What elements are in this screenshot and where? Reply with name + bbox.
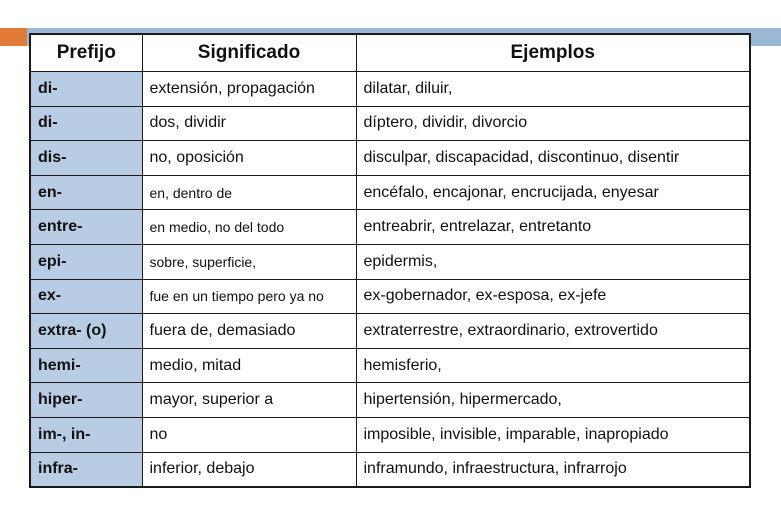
meaning-cell: no, oposición (142, 141, 356, 176)
examples-cell: imposible, invisible, imparable, inapropiado (356, 417, 750, 452)
prefix-table-container (29, 33, 749, 488)
table-row (30, 175, 750, 210)
examples-cell: díptero, dividir, divorcio (356, 106, 750, 141)
meaning-cell: en medio, no del todo (142, 210, 356, 245)
meaning-cell: extensión, propagación (142, 72, 356, 107)
examples-cell: epidermis, (356, 244, 750, 279)
prefix-cell: im-, in- (30, 417, 142, 452)
meaning-cell: no (142, 417, 356, 452)
examples-cell: hemisferio, (356, 348, 750, 383)
table-row (30, 244, 750, 279)
examples-cell: entreabrir, entrelazar, entretanto (356, 210, 750, 245)
meaning-cell: fuera de, demasiado (142, 314, 356, 349)
meaning-cell: dos, dividir (142, 106, 356, 141)
examples-cell: extraterrestre, extraordinario, extrovertido (356, 314, 750, 349)
table-row (30, 417, 750, 452)
prefix-cell: infra- (30, 452, 142, 487)
prefix-cell: di- (30, 106, 142, 141)
prefix-cell: hiper- (30, 383, 142, 418)
header-ejemplos: Ejemplos (356, 34, 750, 72)
meaning-cell: inferior, debajo (142, 452, 356, 487)
examples-cell: inframundo, infraestructura, infrarrojo (356, 452, 750, 487)
table-row (30, 383, 750, 418)
meaning-cell: mayor, superior a (142, 383, 356, 418)
examples-cell: disculpar, discapacidad, discontinuo, disentir (356, 141, 750, 176)
accent-bar-orange (0, 28, 27, 46)
table-row (30, 210, 750, 245)
prefix-cell: en- (30, 175, 142, 210)
examples-cell: ex-gobernador, ex-esposa, ex-jefe (356, 279, 750, 314)
table-row (30, 314, 750, 349)
table-row (30, 106, 750, 141)
prefix-cell: ex- (30, 279, 142, 314)
header-prefijo: Prefijo (30, 34, 142, 72)
table-body (30, 72, 750, 488)
prefix-cell: dis- (30, 141, 142, 176)
meaning-cell: sobre, superficie, (142, 244, 356, 279)
meaning-cell: fue en un tiempo pero ya no (142, 279, 356, 314)
prefix-cell: di- (30, 72, 142, 107)
meaning-cell: en, dentro de (142, 175, 356, 210)
table-row (30, 452, 750, 487)
prefix-cell: entre- (30, 210, 142, 245)
examples-cell: hipertensión, hipermercado, (356, 383, 750, 418)
prefix-cell: epi- (30, 244, 142, 279)
prefix-cell: extra- (o) (30, 314, 142, 349)
header-significado: Significado (142, 34, 356, 72)
prefix-table (29, 33, 751, 488)
table-header-row (30, 34, 750, 72)
examples-cell: dilatar, diluir, (356, 72, 750, 107)
examples-cell: encéfalo, encajonar, encrucijada, enyesar (356, 175, 750, 210)
table-row (30, 279, 750, 314)
meaning-cell: medio, mitad (142, 348, 356, 383)
table-row (30, 348, 750, 383)
table-row (30, 72, 750, 107)
table-row (30, 141, 750, 176)
prefix-cell: hemi- (30, 348, 142, 383)
